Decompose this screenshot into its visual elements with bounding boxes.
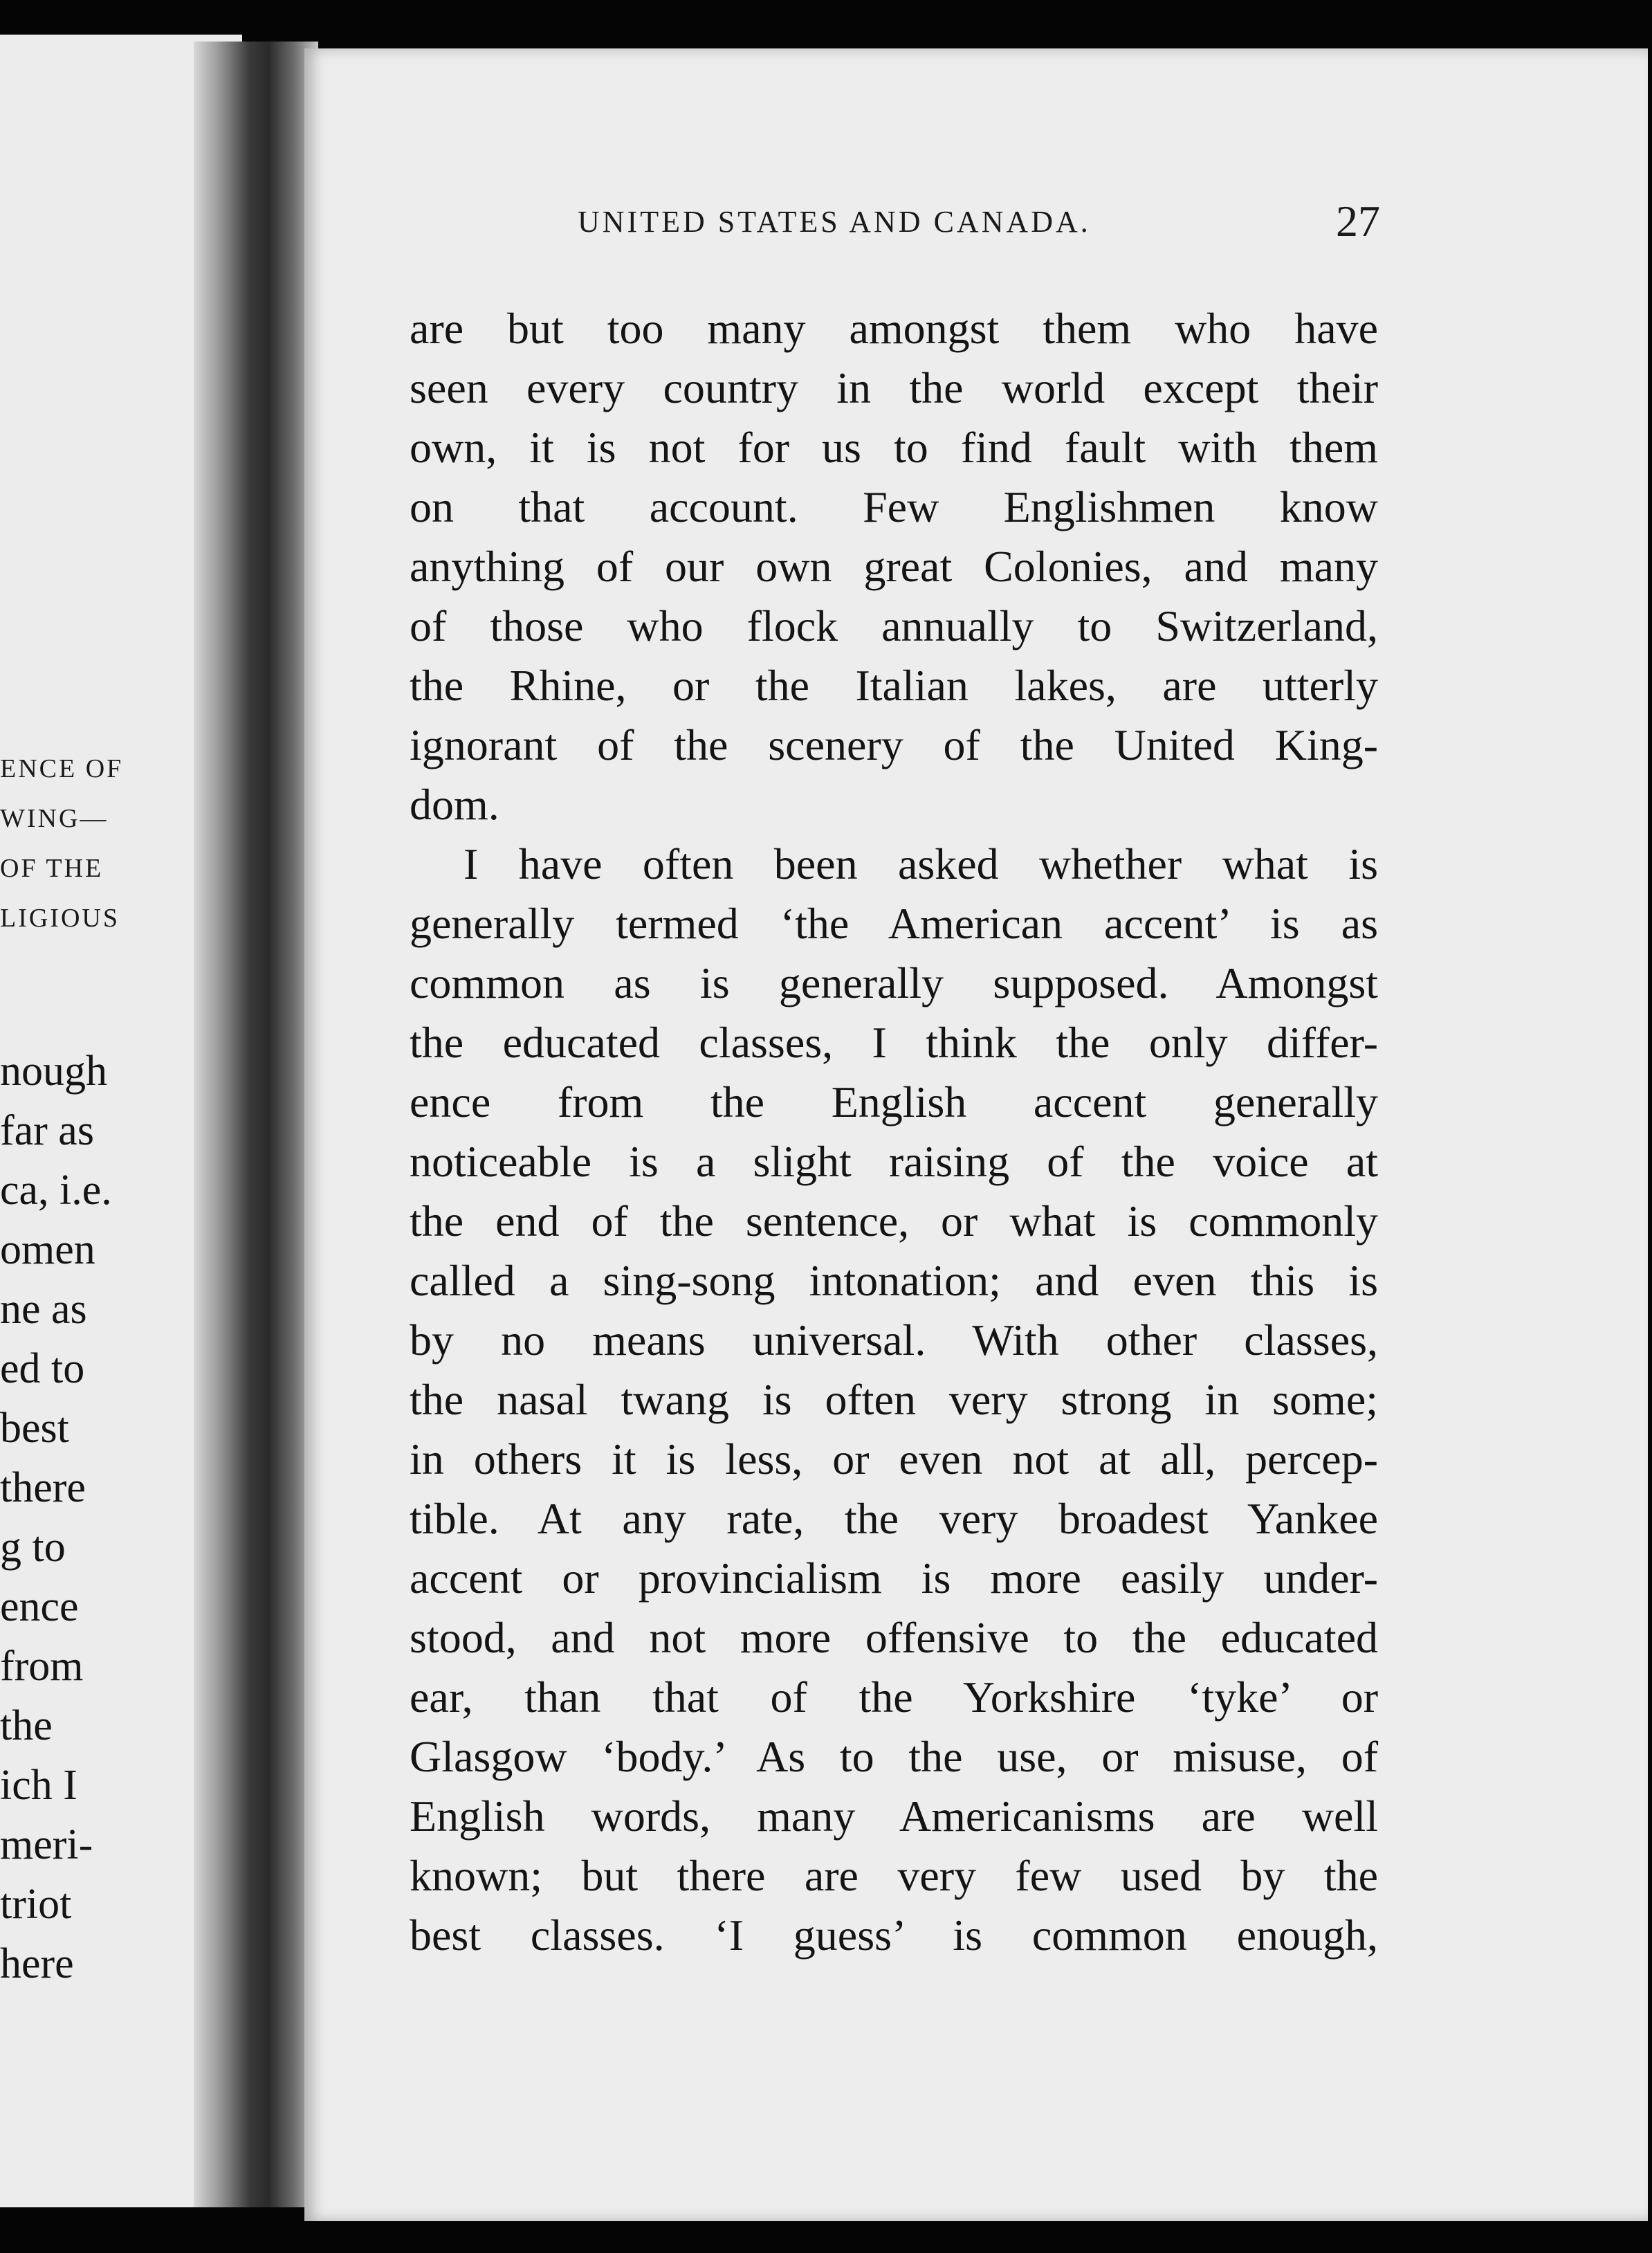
previous-page-line: the bbox=[0, 1702, 53, 1749]
page-number: 27 bbox=[1336, 197, 1380, 246]
previous-page-line: ich I bbox=[0, 1762, 77, 1809]
previous-page-line: ence bbox=[0, 1583, 79, 1630]
body-line: of those who flock annually to Switzerland, bbox=[410, 601, 1378, 650]
previous-page-line: nough bbox=[0, 1048, 107, 1095]
body-line: best classes. ‘I guess’ is common enough, bbox=[410, 1910, 1378, 1960]
body-line: stood, and not more offensive to the educated bbox=[410, 1613, 1378, 1662]
running-header bbox=[578, 197, 1380, 259]
body-line: English words, many Americanisms are well bbox=[410, 1791, 1378, 1841]
body-line: in others it is less, or even not at all, percep- bbox=[410, 1434, 1378, 1484]
body-line: dom. bbox=[410, 780, 499, 829]
body-line: the Rhine, or the Italian lakes, are utterly bbox=[410, 661, 1378, 710]
body-line: by no means universal. With other classes, bbox=[410, 1315, 1378, 1365]
previous-page-line: there bbox=[0, 1464, 86, 1511]
body-line: the end of the sentence, or what is commonly bbox=[410, 1196, 1378, 1246]
previous-page-heading-line: LIGIOUS bbox=[0, 904, 120, 933]
previous-page-line: ne as bbox=[0, 1286, 87, 1333]
previous-page-line: g to bbox=[0, 1524, 66, 1571]
page-body-text bbox=[410, 299, 1378, 1965]
previous-page-line: triot bbox=[0, 1881, 72, 1928]
previous-page-line: far as bbox=[0, 1107, 94, 1154]
body-line: noticeable is a slight raising of the voice at bbox=[410, 1137, 1378, 1186]
body-line: common as is generally supposed. Amongst bbox=[410, 958, 1378, 1007]
previous-page-line: meri- bbox=[0, 1821, 93, 1868]
body-line: ignorant of the scenery of the United King- bbox=[410, 720, 1378, 769]
body-line: the nasal twang is often very strong in some; bbox=[410, 1375, 1378, 1424]
body-line: generally termed ‘the American accent’ is as bbox=[410, 899, 1378, 948]
paragraph-start-line: I have often been asked whether what is bbox=[464, 839, 1378, 888]
previous-page-line: here bbox=[0, 1940, 74, 1987]
body-line: accent or provincialism is more easily under- bbox=[410, 1553, 1378, 1603]
previous-page-heading-line: OF THE bbox=[0, 854, 104, 883]
body-line: are but too many amongst them who have bbox=[410, 304, 1378, 353]
body-line: ear, than that of the Yorkshire ‘tyke’ or bbox=[410, 1672, 1378, 1722]
body-line: on that account. Few Englishmen know bbox=[410, 482, 1378, 531]
body-line: ence from the English accent generally bbox=[410, 1077, 1378, 1126]
body-line: called a sing-song intonation; and even this is bbox=[410, 1256, 1378, 1305]
body-line: known; but there are very few used by the bbox=[410, 1851, 1378, 1900]
body-line: own, it is not for us to find fault with them bbox=[410, 423, 1378, 472]
running-title: UNITED STATES AND CANADA. bbox=[578, 205, 1091, 239]
previous-page-heading-line: WING— bbox=[0, 804, 109, 833]
previous-page-line: from bbox=[0, 1643, 84, 1690]
previous-page-line: omen bbox=[0, 1226, 95, 1273]
body-line: Glasgow ‘body.’ As to the use, or misuse, of bbox=[410, 1732, 1378, 1781]
previous-page-line: best bbox=[0, 1405, 69, 1452]
book-gutter-shadow bbox=[194, 42, 318, 2207]
previous-page-line: ca, i.e. bbox=[0, 1167, 112, 1214]
body-line: the educated classes, I think the only differ- bbox=[410, 1018, 1378, 1067]
previous-page-line: ed to bbox=[0, 1345, 85, 1392]
body-line: anything of our own great Colonies, and many bbox=[410, 542, 1378, 591]
previous-page-heading-line: ENCE OF bbox=[0, 754, 124, 783]
body-line: seen every country in the world except their bbox=[410, 363, 1378, 412]
body-line: tible. At any rate, the very broadest Yankee bbox=[410, 1494, 1378, 1543]
